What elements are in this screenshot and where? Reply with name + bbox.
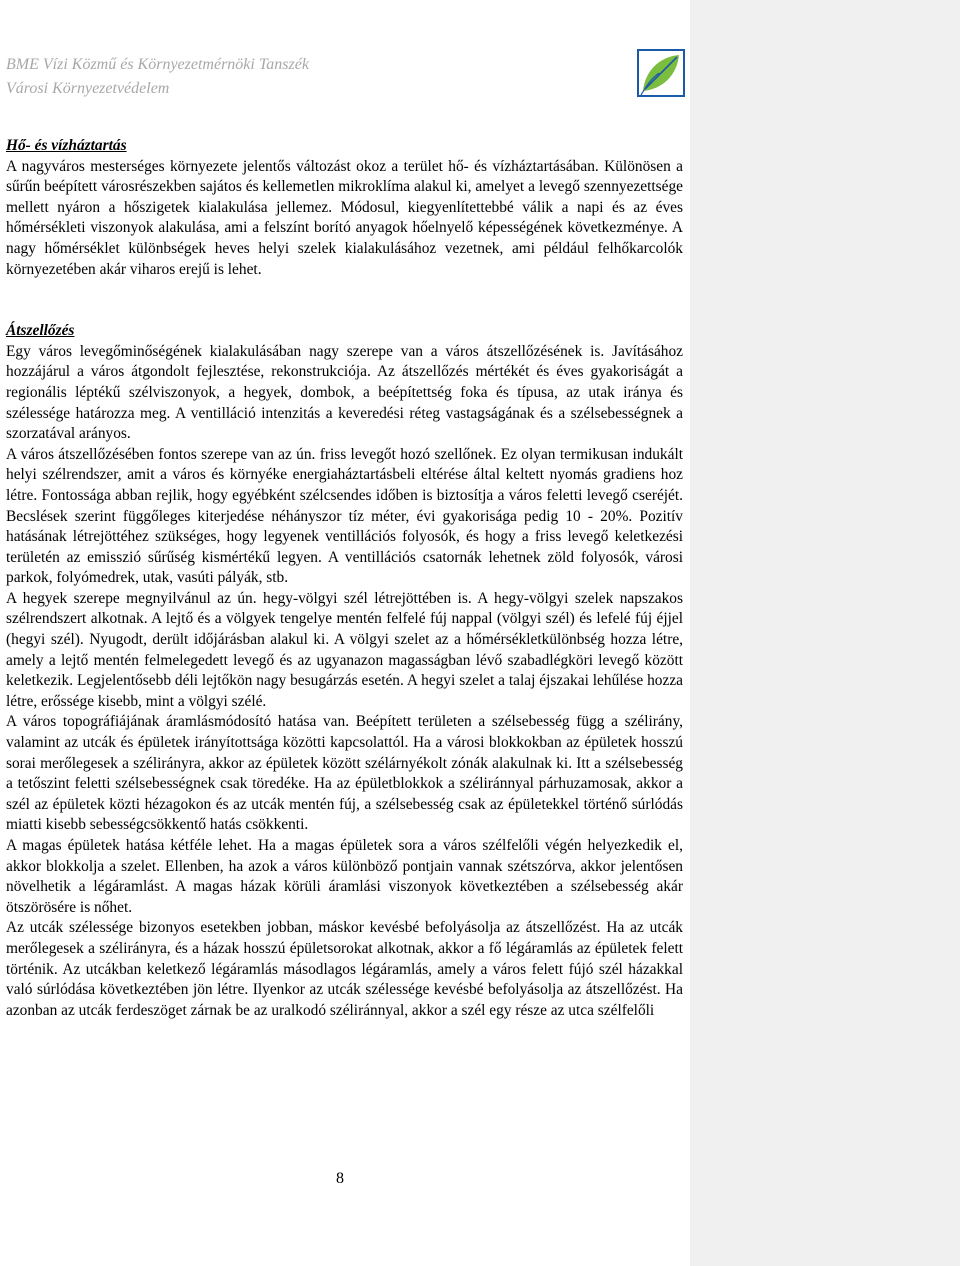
header-department: BME Vízi Közmű és Környezetmérnöki Tanszék xyxy=(6,56,309,73)
paragraph: Az utcák szélessége bizonyos esetekben jobban, máskor kevésbé befolyásolja az átszellőzést. Ha az utcák merőlegesek a szélirányra, és a házak hosszú épületsorokat alkotnak, akkor a fő légáramlás az épületek felett történik. Az utcákban keletkező légáramlás másodlagos légáramlás, amely a város felett fújó szél házakkal való súrlódása következtében jön létre. Ilyenkor az utcák szélessége kevésbé befolyásolja az átszellőzést. Ha azonban az utcák ferdeszöget zárnak be az uralkodó széliránnyal, akkor a szél egy része az utca szélfelőli xyxy=(6,919,683,1019)
paragraph: A város topográfiájának áramlásmódosító hatása van. Beépített területen a szélsebesség függ a szélirány, valamint az utcák és épületek irányítottsága közötti kapcsolattól. Ha a városi blokkokban az épületek hosszú sorai merőlegesek a szélirányra, akkor az épületek között szélárnyékolt zónák alakulnak ki. Itt a szélsebesség a tetőszint feletti szélsebességnek csak töredéke. Ha az épületblokkok a széliránnyal párhuzamosak, akkor a szél az épületek közti hézagokon és az utcák mentén fúj, a szélsebesség csak az épületekkel történő súrlódás miatti kisebb sebességcsökkentő hatás csökkenti. xyxy=(6,713,683,834)
paragraph: A hegyek szerepe megnyilvánul az ún. hegy-völgyi szél létrejöttében is. A hegy-völgyi szelek napszakos szélrendszert alkotnak. A lejtő és a völgyek tengelye mentén felfelé fúj nappal (völgyi szél) és lefelé fúj éjjel (hegyi szél). Nyugodt, derült időjárásban alakul ki. A völgyi szelet az a hőmérsékletkülönbség hozza létre, amely a lejtő mentén felmelegedett levegő és az ugyanazon magasságban lévő szabadlégköri levegő között keletkezik. Legjelentősebb déli lejtőkön nagy besugárzás esetén. A hegyi szelet a talaj éjszakai lehűlése hozza létre, erőssége kisebb, mint a völgyi szélé. xyxy=(6,589,683,710)
section-heading-heat-water: Hő- és vízháztartás xyxy=(6,137,127,154)
leaf-logo-icon xyxy=(637,49,685,97)
document-body xyxy=(6,136,683,1021)
section-heading-ventilation: Átszellőzés xyxy=(6,322,75,340)
page-number: 8 xyxy=(336,1170,344,1187)
paragraph: A város átszellőzésében fontos szerepe van az ún. friss levegőt hozó szellőnek. Ez olyan termikusan indukált helyi szélrendszer, amit a város és környéke energiaháztartásbeli eltérése által keltett nyomás gradiens hoz létre. Fontossága abban rejlik, hogy egyébként szélcsendes időben is biztosítja a város feletti levegő cseréjét. Becslések szerint függőleges kiterjedése néhányszor tíz méter, évi gyakorisága pedig 10 - 20%. Pozitív hatásának létrejöttéhez szükséges, hogy legyenek ventillációs folyosók, és hogy a friss levegő keletkezési területén az emisszió sűrűség kismértékű legyen. A ventillációs csatornák lehetnek zöld folyosók, városi parkok, folyómedrek, utak, vasúti pályák, stb. xyxy=(6,445,683,587)
paragraph: Egy város levegőminőségének kialakulásában nagy szerepe van a város átszellőzésének is. Javításához hozzájárul a város átgondolt fejlesztése, rekonstrukciója. Az átszellőzés mértékét és éves gyakoriságát a regionális léptékű szélviszonyok, a hegyek, dombok, a beépítettség foka és típusa, az utak iránya és szélessége határozza meg. A ventilláció intenzitás a keveredési réteg vastagságának és a szélsebességnek a szorzatával arányos. xyxy=(6,342,683,443)
paragraph: A magas épületek hatása kétféle lehet. Ha a magas épületek sora a város szélfelőli végén helyezkedik el, akkor blokkolja a szelet. Ellenben, ha azok a város különböző pontjain vannak szétszórva, akkor jelentősen növelhetik a légáramlást. A magas házak körüli áramlási viszonyok következtében a szélsebesség akár ötszörösére is nőhet. xyxy=(6,837,683,916)
comment-margin xyxy=(690,0,960,1266)
paragraph: A nagyváros mesterséges környezete jelentős változást okoz a terület hő- és vízháztartásában. Különösen a sűrűn beépített városrészekben sajátos és kellemetlen mikroklíma alakul ki, amelyet a levegő szennyezettsége mellett nyáron a hőszigetek kialakulása jellemez. Módosul, kiegyenlítettebbé válik a napi és az éves hőmérsékleti viszonyok alakulása, ami a felszínt borító anyagok hőelnyelő képességének következménye. A nagy hőmérséklet különbségek heves helyi szelek kialakulásához vezetnek, ami például felhőkarcolók környezetében akár viharos erejű is lehet. xyxy=(6,157,683,278)
header-course: Városi Környezetvédelem xyxy=(6,80,170,97)
